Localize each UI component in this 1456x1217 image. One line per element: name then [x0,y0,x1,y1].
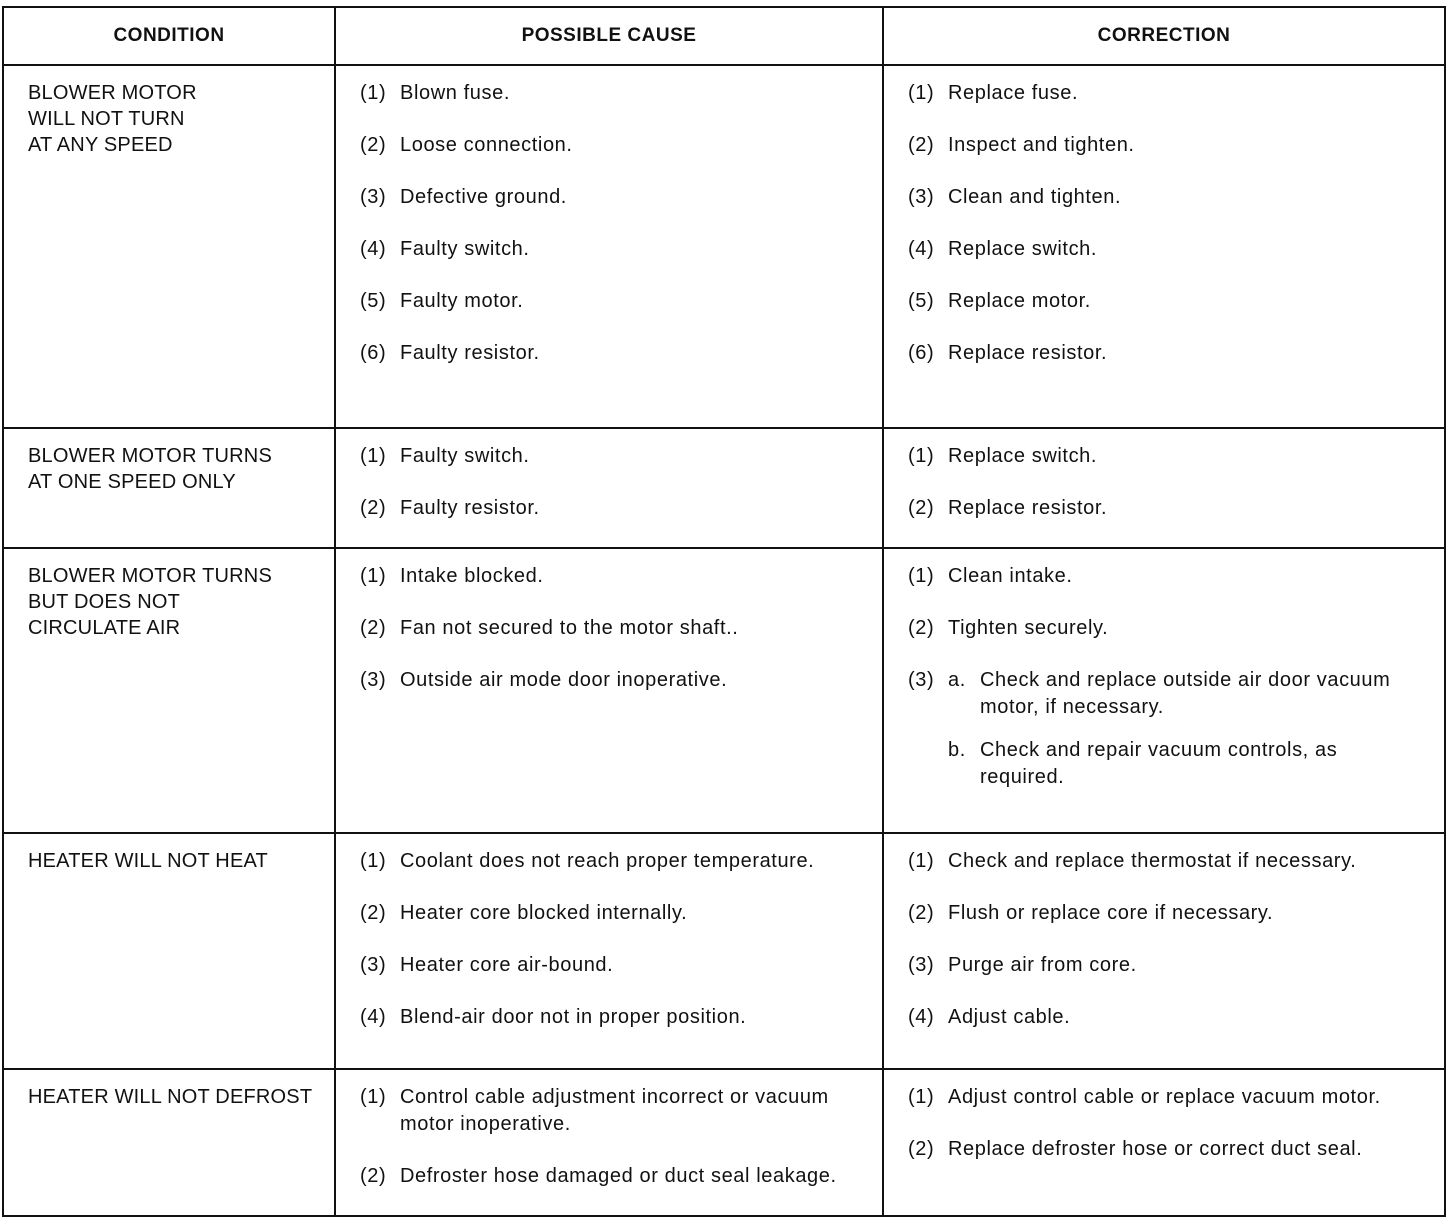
item-number: (1) [908,565,935,587]
cause-item [360,848,862,875]
correction-item [908,900,1424,927]
item-number: (2) [908,902,935,924]
correction-item [908,1136,1424,1163]
cause-item [360,952,862,979]
cause-item [360,495,862,522]
item-number: (1) [360,445,387,467]
item-text: Control cable adjustment incorrect or vacuum motor inoperative. [400,1086,829,1135]
condition-line: HEATER WILL NOT HEAT [28,850,268,872]
item-text: Blend-air door not in proper position. [400,1006,747,1028]
item-text: Clean and tighten. [948,186,1122,208]
item-text: Replace fuse. [948,82,1079,104]
header-possible-cause: POSSIBLE CAUSE [335,7,883,65]
item-text: Blown fuse. [400,82,510,104]
correction-item [908,495,1424,522]
correction-item [908,184,1424,211]
cause-item [360,563,862,590]
item-text: Check and replace thermostat if necessary. [948,850,1357,872]
item-text: Outside air mode door inoperative. [400,669,728,691]
cause-item [360,1163,862,1190]
correction-item [908,80,1424,107]
correction-item [908,667,1424,807]
item-number: (3) [908,954,935,976]
cause-item [360,184,862,211]
diagnosis-table [2,6,1446,1217]
item-text: Faulty switch. [400,445,530,467]
item-text: Faulty resistor. [400,342,540,364]
item-text: Heater core air-bound. [400,954,614,976]
item-number: (3) [360,954,387,976]
item-number: (3) [360,669,387,691]
item-number: (4) [360,1006,387,1028]
header-row [3,7,1445,65]
item-number: (1) [908,1086,935,1108]
item-text: Defective ground. [400,186,567,208]
item-text: Inspect and tighten. [948,134,1135,156]
condition-line: WILL NOT TURN [28,108,185,130]
item-number: (2) [908,497,935,519]
item-text: Coolant does not reach proper temperature. [400,850,815,872]
cause-item [360,288,862,315]
sub-text: Check and repair vacuum controls, as required. [980,739,1338,788]
item-text: Tighten securely. [948,617,1109,639]
item-text: Intake blocked. [400,565,544,587]
cause-cell [335,1069,883,1216]
item-text: Adjust cable. [948,1006,1071,1028]
table-row [3,428,1445,548]
item-text: Flush or replace core if necessary. [948,902,1274,924]
item-number: (2) [908,1138,935,1160]
item-text: Replace resistor. [948,342,1108,364]
item-number: (2) [908,617,935,639]
condition-line: BUT DOES NOT [28,591,181,613]
item-number: (4) [360,238,387,260]
item-text: Replace switch. [948,445,1098,467]
cause-item [360,80,862,107]
correction-cell [883,428,1445,548]
condition-line: CIRCULATE AIR [28,617,181,639]
sub-letter: a. [948,669,966,691]
correction-cell [883,65,1445,428]
table-row [3,548,1445,833]
header-condition: CONDITION [3,7,335,65]
item-number: (3) [908,186,935,208]
header-correction: CORRECTION [883,7,1445,65]
item-number: (3) [360,186,387,208]
item-number: (1) [908,850,935,872]
correction-cell [883,548,1445,833]
sub-list [948,667,1424,807]
condition-line: BLOWER MOTOR TURNS [28,565,272,587]
correction-item [908,563,1424,590]
correction-item [908,952,1424,979]
item-number: (4) [908,1006,935,1028]
cause-item [360,340,862,367]
item-number: (6) [908,342,935,364]
cause-item [360,132,862,159]
correction-item [908,615,1424,642]
correction-item [908,848,1424,875]
condition-line: HEATER WILL NOT DEFROST [28,1086,313,1108]
item-text: Replace motor. [948,290,1091,312]
item-text: Clean intake. [948,565,1073,587]
cause-item [360,667,862,694]
condition-cell [3,1069,335,1216]
sub-item [948,667,1424,721]
sub-letter: b. [948,739,966,761]
correction-item [908,1084,1424,1111]
condition-line: BLOWER MOTOR TURNS [28,445,272,467]
item-number: (5) [908,290,935,312]
item-number: (2) [360,1165,387,1187]
item-number: (3) [908,669,935,691]
cause-item [360,443,862,470]
correction-item [908,288,1424,315]
correction-item [908,132,1424,159]
correction-cell [883,1069,1445,1216]
item-text: Faulty switch. [400,238,530,260]
item-number: (2) [360,134,387,156]
item-number: (5) [360,290,387,312]
table-row [3,65,1445,428]
item-number: (1) [360,1086,387,1108]
item-text: Purge air from core. [948,954,1137,976]
condition-line: BLOWER MOTOR [28,82,197,104]
item-text: Heater core blocked internally. [400,902,688,924]
condition-cell [3,65,335,428]
item-text: Defroster hose damaged or duct seal leakage. [400,1165,837,1187]
table-row [3,833,1445,1069]
cause-item [360,615,862,642]
item-text: Replace defroster hose or correct duct seal. [948,1138,1363,1160]
item-text: Replace switch. [948,238,1098,260]
correction-item [908,1004,1424,1031]
correction-item [908,443,1424,470]
sub-item [948,737,1424,791]
cause-item [360,1004,862,1031]
item-number: (2) [360,497,387,519]
item-text: Adjust control cable or replace vacuum motor. [948,1086,1381,1108]
cause-cell [335,833,883,1069]
item-number: (1) [360,565,387,587]
item-number: (4) [908,238,935,260]
correction-cell [883,833,1445,1069]
item-text: Loose connection. [400,134,573,156]
item-number: (2) [360,902,387,924]
item-number: (6) [360,342,387,364]
cause-item [360,900,862,927]
correction-item [908,236,1424,263]
condition-cell [3,548,335,833]
item-number: (1) [908,82,935,104]
cause-cell [335,428,883,548]
condition-cell [3,428,335,548]
condition-line: AT ANY SPEED [28,134,173,156]
item-number: (1) [360,850,387,872]
cause-item [360,1084,862,1138]
item-number: (2) [908,134,935,156]
item-number: (1) [908,445,935,467]
cause-item [360,236,862,263]
cause-cell [335,65,883,428]
correction-item [908,340,1424,367]
sub-text: Check and replace outside air door vacuum motor, if necessary. [980,669,1391,718]
condition-line: AT ONE SPEED ONLY [28,471,236,493]
item-number: (1) [360,82,387,104]
item-number: (2) [360,617,387,639]
item-text: Faulty motor. [400,290,524,312]
cause-cell [335,548,883,833]
condition-cell [3,833,335,1069]
item-text: Fan not secured to the motor shaft.. [400,617,739,639]
item-text: Faulty resistor. [400,497,540,519]
item-text: Replace resistor. [948,497,1108,519]
table-row [3,1069,1445,1216]
